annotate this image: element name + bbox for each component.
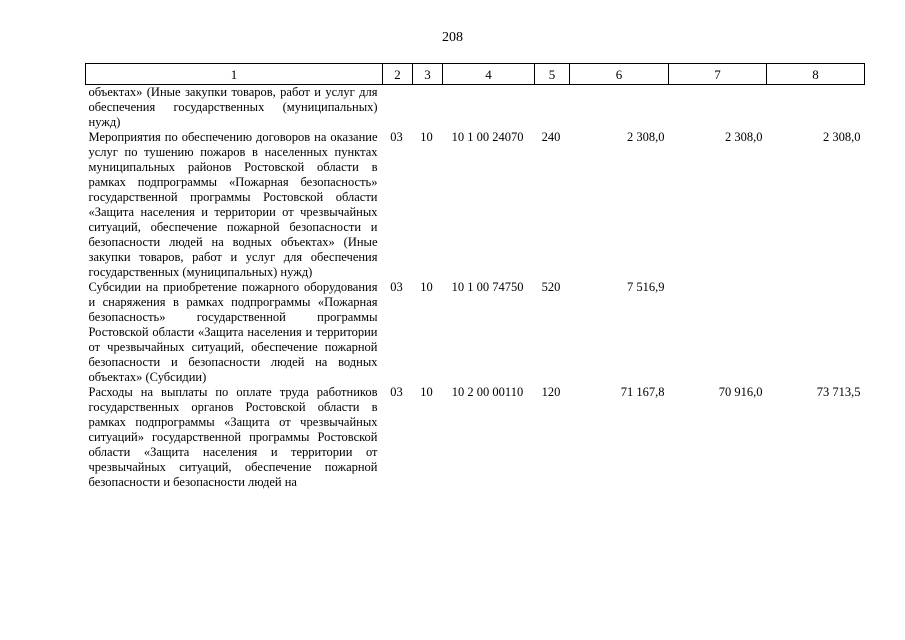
row-description: Субсидии на приобретение пожарного оборудования и снаряжения в рамках подпрограммы «Пожарная безопасность» государственной программы Ростовской области «Защита населения и территории от чрезвычайных ситуаций, обеспечение пожарной безопасности и безопасности людей на водных объектах» (Субсидии)	[88, 280, 378, 384]
row-subsection-code: 10	[420, 130, 433, 144]
row-amount-year-2	[669, 280, 767, 385]
table-row	[86, 385, 865, 490]
row-amount-year-3: 73 713,5	[816, 385, 861, 399]
row-section-code: 03	[390, 385, 403, 399]
row-expense-type: 120	[541, 385, 561, 399]
row-expense-type: 240	[541, 130, 561, 144]
row-amount-year-3: 2 308,0	[823, 130, 861, 144]
row-amount-year-3	[767, 85, 865, 131]
row-section-code: 03	[390, 280, 403, 294]
row-amount-year-3	[767, 280, 865, 385]
row-subsection-code: 10	[420, 385, 433, 399]
column-header-1: 1	[86, 64, 383, 85]
row-target-code: 10 2 00 00110	[451, 385, 524, 399]
table-header-row	[86, 64, 865, 85]
column-header-8: 8	[767, 64, 865, 85]
row-amount-year-1	[570, 85, 669, 131]
row-description: объектах» (Иные закупки товаров, работ и услуг для обеспечения государственных (муниципальных) нужд)	[88, 85, 378, 129]
row-amount-year-1: 2 308,0	[627, 130, 665, 144]
row-amount-year-2: 70 916,0	[718, 385, 763, 399]
row-description: Расходы на выплаты по оплате труда работников государственных органов Ростовской области в рамках подпрограммы «Защита от чрезвычайных ситуаций» государственной программы Ростовской области «Защита населения и территории от чрезвычайных ситуаций, обеспечение пожарной безопасности и безопасности людей на	[88, 385, 378, 489]
page-number: 208	[442, 30, 463, 45]
row-section-code	[383, 85, 413, 131]
row-description: Мероприятия по обеспечению договоров на оказание услуг по тушению пожаров в населенных пунктах муниципальных районов Ростовской области в рамках подпрограммы «Пожарная безопасность» государственной программы Ростовской области «Защита населения и территории от чрезвычайных ситуаций, обеспечение пожарной безопасности и безопасности людей на водных объектах» (Иные закупки товаров, работ и услуг для обеспечения государственных (муниципальных) нужд)	[88, 130, 378, 279]
row-amount-year-2	[669, 85, 767, 131]
row-subsection-code: 10	[420, 280, 433, 294]
budget-table	[85, 63, 865, 490]
row-amount-year-2: 2 308,0	[725, 130, 763, 144]
column-header-3: 3	[413, 64, 443, 85]
row-subsection-code	[413, 85, 443, 131]
row-target-code: 10 1 00 24070	[451, 130, 524, 144]
row-target-code	[443, 85, 535, 131]
column-header-5: 5	[535, 64, 570, 85]
column-header-4: 4	[443, 64, 535, 85]
row-amount-year-1: 71 167,8	[620, 385, 665, 399]
table-row	[86, 85, 865, 131]
row-amount-year-1: 7 516,9	[627, 280, 665, 294]
row-target-code: 10 1 00 74750	[451, 280, 524, 294]
table-row	[86, 130, 865, 280]
row-expense-type	[535, 85, 570, 131]
column-header-6: 6	[570, 64, 669, 85]
row-section-code: 03	[390, 130, 403, 144]
table-row	[86, 280, 865, 385]
column-header-7: 7	[669, 64, 767, 85]
column-header-2: 2	[383, 64, 413, 85]
row-expense-type: 520	[541, 280, 561, 294]
